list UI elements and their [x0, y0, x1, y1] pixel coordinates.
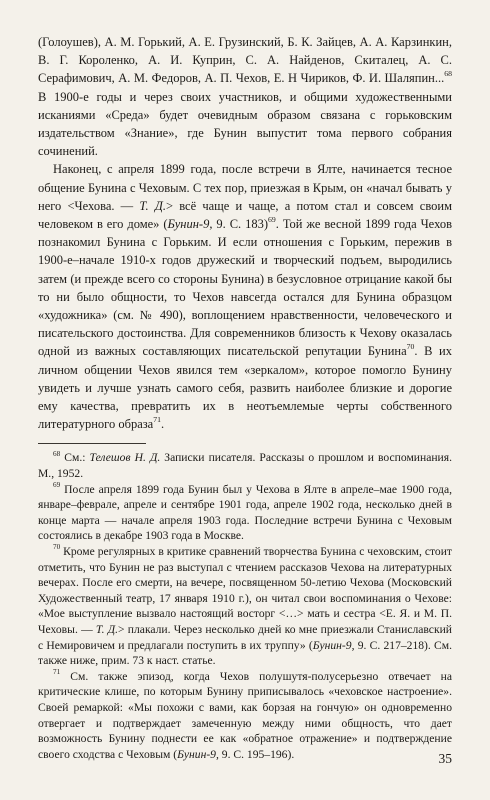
footnote-69 — [38, 482, 452, 544]
footnote-ref: 68 — [53, 449, 61, 458]
footnote-ref: 68 — [444, 69, 452, 79]
text-run: После апреля 1899 года Бунин был у Чехова в Ялте в апреле–мае 1900 года, январе–феврале, апреле и сентябре 1901 года, апреле 1902 года, несколько дней в конце марта — начале апреля 1903 года. Последние встречи Бунина с Чеховым состоялись в декабре 1903 года в Москве. — [38, 482, 452, 543]
paragraph-2 — [38, 160, 452, 433]
paragraph-1 — [38, 33, 452, 160]
text-run: > плакали. Через несколько дней ко мне приезжали Станиславский с Немировичем и предлагали поступить в их труппу» ( — [38, 623, 452, 652]
footnote-ref: 70 — [53, 543, 61, 552]
footnote-ref: 71 — [53, 667, 61, 676]
text-run: 9. С. 217–218). См. также ниже, прим. 73 к наст. статье. — [38, 638, 453, 668]
footnote-71 — [38, 669, 452, 763]
text-run: См.: — [60, 451, 90, 465]
text-run: . В их личном общении Чехов явился тем «зеркалом», которое помогло Бунину увидеть и лучше узнать самого себя, развить наиболее близкие и дорогие ему качества, превратить их в неотъемлемые черты собственного литературного образа — [38, 344, 452, 432]
text-run: . — [160, 417, 165, 432]
main-text — [38, 33, 452, 433]
footnote-ref: 69 — [268, 214, 276, 224]
footnote-separator — [38, 443, 146, 444]
italic-text: Бунин-9, — [177, 747, 219, 761]
text-run: Наконец, с апреля 1899 года, после встречи в Ялте, начинается тесное общение Бунина с Чеховым. С тех пор, приезжая в Крым, он «начал бывать у него <Чехова. — — [38, 162, 452, 213]
text-run: Записки писателя. Рассказы о прошлом и воспоминания. М., 1952. — [38, 451, 452, 481]
footnote-ref: 70 — [406, 342, 415, 352]
italic-text: Бунин-9, — [312, 638, 355, 652]
italic-text: Бунин-9, — [167, 217, 213, 232]
italic-text: Т. Д. — [139, 198, 166, 213]
text-run: См. также эпизод, когда Чехов полушутя-полусерьезно отвечает на критические клише, по которым Бунину приписывалось «чеховское настроение». Своей ремаркой: «Мы похожи с вами, как борзая на гончую» он одновременно отвергает и подтверждает замеченную между ними общность, что дает возможность Бунину поднести ее как «обратное отражение» и подтверждение своего сходства с Чеховым ( — [38, 669, 452, 761]
text-run: (Голоушев), А. М. Горький, А. Е. Грузинский, Б. К. Зайцев, А. А. Карзинкин, В. Г. Короленко, А. И. Куприн, С. А. Найденов, Скиталец, А. С. Серафимович, А. М. Федоров, А. П. Чехов, Е. Н Чириков, Ф. И. Шаляпин... — [38, 35, 452, 86]
footnote-ref: 69 — [53, 480, 61, 489]
text-run: > всё чаще и чаще, а потом стал и совсем своим человеком в его доме» ( — [38, 198, 452, 232]
text-run: Кроме регулярных в критике сравнений творчества Бунина с чеховским, стоит отметить, что Бунин не раз выступал с чтением рассказов Чехова на литературных вечерах. После его смерти, на вечере, посвященном 50-летию Чехова (Московский Художественный театр, 17 января 1910 г.), он читал свои воспоминания о Чехове: «Мое выступление вызвало настоящий восторг <…> мать и сестра <Е. Я. и М. П. Чеховы. — — [38, 545, 452, 636]
text-run: . Той же весной 1899 года Чехов познакомил Бунина с Горьким. И если отношения с Горьким, пережив в 1900-е–начале 1910-х годов дружеский и творческий подъем, выродились затем (и прежде всего со стороны Бунина) в безусловное отрицание какой бы то ни было общности, то Чехов навсегда остался для Бунина образцом «художника» (см. № 490), воплощением нравственности, человеческого и писательского достоинства. Для современников близость к Чехову оказалась одной из важных составляющих писательской репутации Бунина — [38, 217, 452, 359]
italic-text: Т. Д. — [95, 623, 119, 636]
text-run: В 1900-е годы и через своих участников, и общими художественными исканиями «Среда» будет очевидным образом связана с горьковским издательством «Знание», где Бунин выпустит тома первого собрания сочинений. — [38, 89, 452, 159]
page-number: 35 — [438, 751, 452, 766]
text-run: 9. С. 195–196). — [218, 747, 295, 761]
footnotes — [38, 450, 452, 762]
text-run: 9. С. 183) — [212, 217, 269, 232]
footnote-68 — [38, 450, 452, 481]
footnote-ref: 71 — [153, 414, 161, 424]
footnote-70 — [38, 544, 452, 669]
italic-text: Телешов Н. Д. — [89, 451, 161, 465]
